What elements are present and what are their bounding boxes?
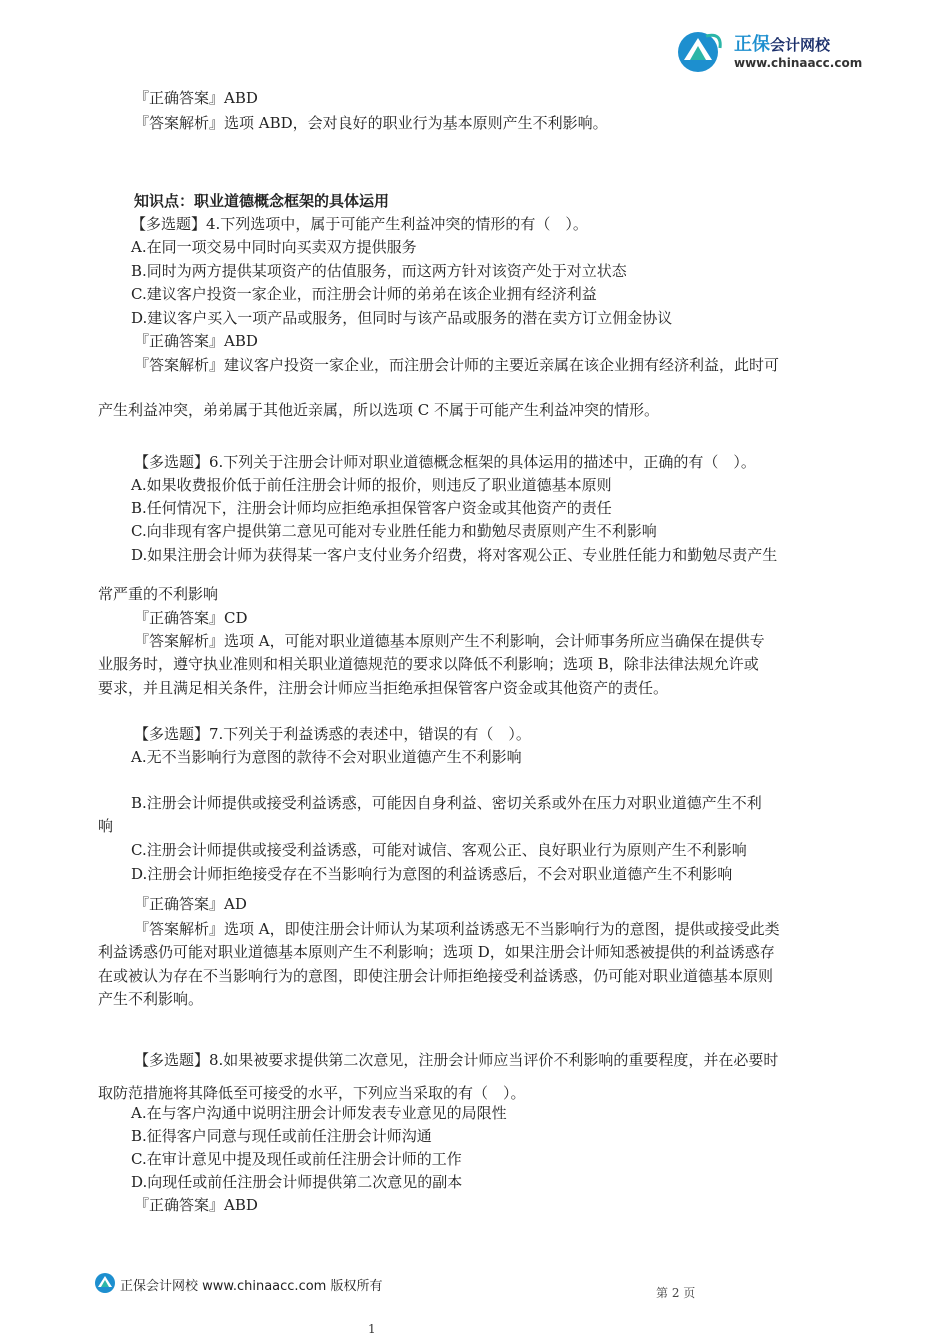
answer-line: 『正确答案』ABD	[134, 332, 258, 350]
footer-copyright: 正保会计网校 www.chinaacc.com 版权所有	[120, 1279, 383, 1294]
analysis-line: 业服务时，遵守执业准则和相关职业道德规范的要求以降低不利影响；选项 B，除非法律法规允许或	[98, 655, 759, 673]
analysis-line: 要求，并且满足相关条件，注册会计师应当拒绝承担保管客户资金或其他资产的责任。	[98, 679, 669, 697]
analysis-line: 产生不利影响。	[98, 990, 204, 1008]
analysis-line: 在或被认为存在不当影响行为的意图，即使注册会计师拒绝接受利益诱惑，仍可能对职业道德基本原则	[98, 967, 774, 985]
analysis-line: 『答案解析』选项 A，即使注册会计师认为某项利益诱惑无不当影响行为的意图，提供或接受此类	[134, 920, 780, 938]
question-6: 【多选题】6.下列关于注册会计师对职业道德概念框架的具体运用的描述中，正确的有（ ）。	[134, 453, 756, 471]
option-a: A.如果收费报价低于前任注册会计师的报价，则违反了职业道德基本原则	[131, 476, 612, 494]
option-d-cut: D.注册会计师拒绝接受存在不当影响行为意图的利益诱惑后，不会对职业道德产生不利影响	[131, 865, 733, 883]
answer-line: 『正确答案』AD	[134, 895, 247, 913]
analysis-line: 利益诱惑仍可能对职业道德基本原则产生不利影响；选项 D，如果注册会计师知悉被提供的利益诱惑存	[98, 943, 775, 961]
option-d: D.向现任或前任注册会计师提供第二次意见的副本	[131, 1173, 463, 1191]
question-8-cut: 【多选题】8.如果被要求提供第二次意见，注册会计师应当评价不利影响的重要程度，并在必要时	[134, 1051, 779, 1069]
brand-url: www.chinaacc.com	[734, 56, 863, 70]
footer-logo-icon	[94, 1272, 116, 1294]
logo-icon	[676, 30, 724, 74]
question-8-cut-continued: 取防范措施将其降低至可接受的水平，下列应当采取的有（ ）。	[98, 1084, 526, 1102]
knowledge-point-heading: 知识点：职业道德概念框架的具体运用	[134, 192, 390, 210]
option-d-continued: 常严重的不利影响	[98, 585, 219, 603]
option-a: A.在同一项交易中同时向买卖双方提供服务	[131, 238, 417, 256]
option-c: C.建议客户投资一家企业，而注册会计师的弟弟在该企业拥有经济利益	[131, 285, 597, 303]
question-7: 【多选题】7.下列关于利益诱惑的表述中，错误的有（ ）。	[134, 725, 531, 743]
bottom-page-number: 1	[368, 1322, 376, 1336]
brand-sub: 会计网校	[770, 36, 831, 54]
question-4: 【多选题】4.下列选项中，属于可能产生利益冲突的情形的有（ ）。	[131, 215, 588, 233]
brand-logo	[676, 26, 876, 78]
option-b: B.任何情况下，注册会计师均应拒绝承担保管客户资金或其他资产的责任	[131, 499, 612, 517]
option-b-cut: B.注册会计师提供或接受利益诱惑，可能因自身利益、密切关系或外在压力对职业道德产生不利	[131, 794, 762, 812]
analysis-line: 『答案解析』建议客户投资一家企业，而注册会计师的主要近亲属在该企业拥有经济利益，此时可	[134, 356, 780, 374]
option-b: B.同时为两方提供某项资产的估值服务，而这两方针对该资产处于对立状态	[131, 262, 627, 280]
option-a: A.在与客户沟通中说明注册会计师发表专业意见的局限性	[131, 1104, 507, 1122]
option-c: C.向非现有客户提供第二意见可能对专业胜任能力和勤勉尽责原则产生不利影响	[131, 522, 657, 540]
analysis-line-cut: 『答案解析』选项 ABD，会对良好的职业行为基本原则产生不利影响。	[134, 114, 608, 132]
analysis-line: 产生利益冲突，弟弟属于其他近亲属，所以选项 C 不属于可能产生利益冲突的情形。	[98, 401, 660, 419]
option-c: C.在审计意见中提及现任或前任注册会计师的工作	[131, 1150, 462, 1168]
option-b-continued: 响	[98, 817, 114, 835]
analysis-line: 『答案解析』选项 A，可能对职业道德基本原则产生不利影响，会计师事务所应当确保在提供专	[134, 632, 765, 650]
brand-name: 正保	[734, 34, 770, 55]
answer-line: 『正确答案』CD	[134, 609, 248, 627]
option-a: A.无不当影响行为意图的款待不会对职业道德产生不利影响	[131, 748, 522, 766]
option-b: B.征得客户同意与现任或前任注册会计师沟通	[131, 1127, 432, 1145]
option-c-cut: C.注册会计师提供或接受利益诱惑，可能对诚信、客观公正、良好职业行为原则产生不利影响	[131, 841, 747, 859]
option-d: D.建议客户买入一项产品或服务，但同时与该产品或服务的潜在卖方订立佣金协议	[131, 309, 673, 327]
option-d: D.如果注册会计师为获得某一客户支付业务介绍费，将对客观公正、专业胜任能力和勤勉尽责产生	[131, 546, 778, 564]
page-number-cut: 第 2 页	[656, 1286, 696, 1300]
answer-line: 『正确答案』ABD	[134, 1196, 258, 1214]
answer-line: 『正确答案』ABD	[134, 89, 258, 107]
